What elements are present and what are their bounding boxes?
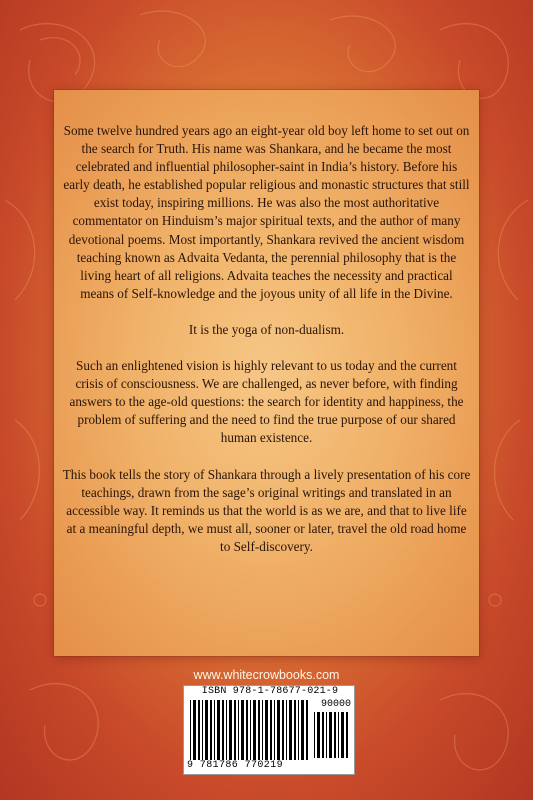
isbn-barcode-block: [183, 685, 355, 775]
barcode-bar: [298, 700, 299, 760]
barcode-bar: [317, 712, 320, 758]
barcode-bar: [338, 712, 339, 758]
barcode-bar: [258, 700, 260, 760]
barcode-bar: [246, 700, 248, 760]
barcode-bar: [190, 700, 191, 760]
barcode-bar: [234, 700, 236, 760]
barcode-bar: [202, 700, 203, 760]
blurb-paragraph-1: Some twelve hundred years ago an eight-year old boy left home to set out on the search for Truth. His name was Shankara, and he became the most celebrated and influential philosopher-saint in India’s history. Before his early death, he established popular religious and monastic structures that still exist today, inspiring millions. He was also the most authoritative commentator on Hinduism’s major spiritual texts, and the author of many devotional poems. Most importantly, Shankara revived the ancient wisdom teaching known as Advaita Vedanta, the perennial philosophy that is the living heart of all religions. Advaita teaches the necessity and practical means of Self-knowledge and the joyous unity of all life in the Divine.: [63, 123, 470, 301]
price-code: 90000: [320, 699, 351, 710]
blurb-paragraph-3: This book tells the story of Shankara through a lively presentation of his core teachings, drawn from the sage’s original writings and translated in an accessible way. It reminds us that the world is as we are, and that to live life at a meaningful depth, we must all, sooner or later, travel the old road home to Self-discovery.: [62, 466, 471, 554]
barcode-bars: [190, 700, 312, 760]
barcode-bar: [226, 700, 227, 760]
isbn-number: ISBN 978-1-78677-021-9: [201, 686, 339, 697]
barcode-bar: [301, 700, 304, 760]
barcode-bar: [314, 712, 315, 758]
barcode-bar: [341, 712, 344, 758]
barcode-bar: [282, 700, 284, 760]
barcode-bar: [326, 712, 327, 758]
barcode-bar: [334, 712, 336, 758]
barcode-bar: [205, 700, 208, 760]
barcode-bar: [306, 700, 308, 760]
publisher-website: www.whitecrowbooks.com: [193, 668, 340, 682]
barcode-digits: 9 781786 770219: [187, 760, 284, 771]
barcode-bar: [198, 700, 200, 760]
barcode-bar: [274, 700, 275, 760]
barcode-bar: [322, 712, 324, 758]
barcode-bar: [270, 700, 272, 760]
barcode-bar: [294, 700, 296, 760]
barcode-bar: [222, 700, 224, 760]
barcode-bar: [210, 700, 212, 760]
barcode-bar: [346, 712, 348, 758]
back-cover-blurb: [62, 122, 471, 574]
barcode-bar: [238, 700, 239, 760]
blurb-panel: [54, 90, 479, 656]
barcode-bar: [214, 700, 215, 760]
barcode-bar: [262, 700, 263, 760]
price-barcode-bars: [314, 712, 350, 758]
barcode-bar: [329, 712, 332, 758]
barcode-bar: [250, 700, 251, 760]
barcode-bar: [193, 700, 196, 760]
barcode-bar: [265, 700, 268, 760]
blurb-paragraph-2: Such an enlightened vision is highly relevant to us today and the current crisis of consciousness. We are challenged, as never before, with finding answers to the age-old questions: the search for identity and happiness, the problem of suffering and the need to find the true purpose of our shared human existence.: [69, 358, 464, 446]
barcode-bar: [289, 700, 292, 760]
barcode-bar: [229, 700, 232, 760]
barcode-bar: [241, 700, 244, 760]
barcode-bar: [253, 700, 256, 760]
blurb-tagline: It is the yoga of non-dualism.: [188, 321, 345, 337]
barcode-bar: [286, 700, 287, 760]
barcode-bar: [217, 700, 220, 760]
barcode-bar: [277, 700, 280, 760]
